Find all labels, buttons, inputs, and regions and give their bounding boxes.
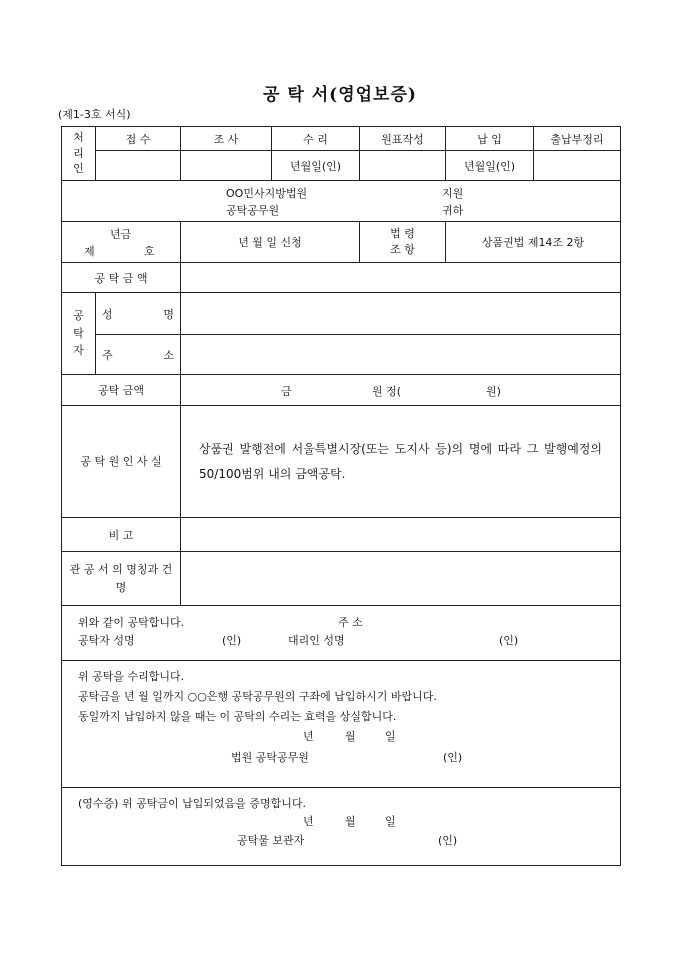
header-receipt: 접 수 [96, 127, 181, 151]
header-payment: 납 입 [446, 127, 534, 151]
name-label-cell [96, 293, 181, 335]
court-officer-label: 법원 공탁공무원 [231, 751, 309, 764]
header-investigation: 조 사 [181, 127, 272, 151]
acceptance-day: 일 [385, 730, 396, 743]
acceptance-line1: 위 공탁을 수리합니다. [78, 670, 185, 683]
application-date[interactable]: 년 월 일 신청 [181, 222, 360, 263]
office-label: 관 공 서 의 명칭과 건명 [62, 552, 181, 606]
acceptance-cell [62, 661, 621, 788]
court-name: OO민사지방법원 [226, 187, 308, 200]
form-title: 공 탁 서(영업보증) [263, 85, 417, 105]
address-label-2: 소 [163, 348, 174, 362]
honorific: 귀하 [442, 204, 464, 217]
depositor-name-label: 공탁자 성명 [78, 634, 135, 647]
header-cashbook: 출납부정리 [534, 127, 621, 151]
remarks-label: 비 고 [62, 518, 181, 552]
depositor-label-3: 자 [73, 344, 84, 358]
acceptance-date-seal[interactable]: 년월일(인) [272, 151, 360, 181]
process-label-1: 처 [73, 130, 84, 144]
won-close: 원) [486, 385, 501, 398]
depositor-label-2: 탁 [73, 326, 84, 340]
receipt-line1: (영수증) 위 공탁금이 납입되었음을 증명합니다. [78, 797, 306, 810]
keeper-label: 공탁물 보관자 [237, 834, 305, 847]
receipt-day: 일 [385, 815, 396, 828]
law-value: 상품권법 제14조 2항 [446, 222, 621, 263]
investigation-field[interactable] [181, 151, 272, 181]
number-suffix: 호 [144, 245, 155, 258]
year-label: 년금 [110, 228, 132, 241]
depositor-label-cell [62, 293, 96, 375]
deposit-officer: 공탁공무원 [226, 204, 280, 217]
process-label-3: 인 [73, 162, 84, 176]
receipt-year: 년 [303, 815, 314, 828]
officer-seal[interactable]: (인) [443, 751, 463, 764]
application-number-cell [62, 222, 181, 263]
receipt-field[interactable] [96, 151, 181, 181]
amount-label: 공탁 금액 [62, 375, 181, 406]
name-label-2: 명 [163, 307, 174, 321]
name-label-1: 성 [102, 307, 113, 321]
receipt-cell [62, 788, 621, 866]
law-label-2: 조 항 [390, 243, 415, 256]
office-field[interactable] [181, 552, 621, 606]
deposit-amount-field[interactable] [181, 263, 621, 293]
agent-seal[interactable]: (인) [499, 634, 519, 647]
court-branch: 지원 [442, 187, 464, 200]
law-label-1: 법 령 [390, 227, 415, 241]
number-prefix: 제 [84, 245, 95, 258]
money-label: 금 [281, 385, 292, 398]
declaration-text: 위와 같이 공탁합니다. [78, 616, 185, 629]
deposit-amount-label: 공 탁 금 액 [62, 263, 181, 293]
header-acceptance: 수 리 [272, 127, 360, 151]
process-label-cell [62, 127, 96, 181]
depositor-seal[interactable]: (인) [222, 634, 242, 647]
acceptance-line2: 공탁금을 년 월 일까지 ○○은행 공탁공무원의 구좌에 납입하시기 바랍니다. [78, 690, 437, 703]
acceptance-line3: 동일까지 납입하지 않을 때는 이 공탁의 수리는 효력을 상실합니다. [78, 710, 397, 723]
address-label-cell [96, 335, 181, 375]
depositor-label-1: 공 [73, 309, 84, 323]
keeper-seal[interactable]: (인) [438, 834, 458, 847]
depositor-name-field[interactable] [181, 293, 621, 335]
payment-date-seal[interactable]: 년월일(인) [446, 151, 534, 181]
acceptance-month: 월 [345, 730, 356, 743]
cashbook-field[interactable] [534, 151, 621, 181]
reason-text: 상품권 발행전에 서울특별시장(또는 도지사 등)의 명에 따라 그 발행예정의 50/100범위 내의 금액공탁. [181, 406, 621, 518]
depositor-address-field[interactable] [181, 335, 621, 375]
ledger-field[interactable] [360, 151, 446, 181]
reason-label: 공 탁 원 인 사 실 [62, 406, 181, 518]
receipt-month: 월 [345, 815, 356, 828]
acceptance-year: 년 [303, 730, 314, 743]
won-label: 원 정( [372, 385, 402, 398]
process-label-2: 리 [73, 146, 84, 160]
header-ledger: 원표작성 [360, 127, 446, 151]
agent-name-label: 대리인 성명 [288, 634, 345, 647]
form-number: (제1-3호 서식) [58, 108, 131, 121]
court-addressee [62, 181, 621, 222]
law-label-cell [360, 222, 446, 263]
declaration-address-label: 주 소 [338, 616, 363, 629]
address-label-1: 주 [102, 348, 113, 362]
amount-value-cell[interactable] [181, 375, 621, 406]
deposit-form-table [61, 126, 621, 866]
declaration-cell [62, 606, 621, 661]
remarks-field[interactable] [181, 518, 621, 552]
